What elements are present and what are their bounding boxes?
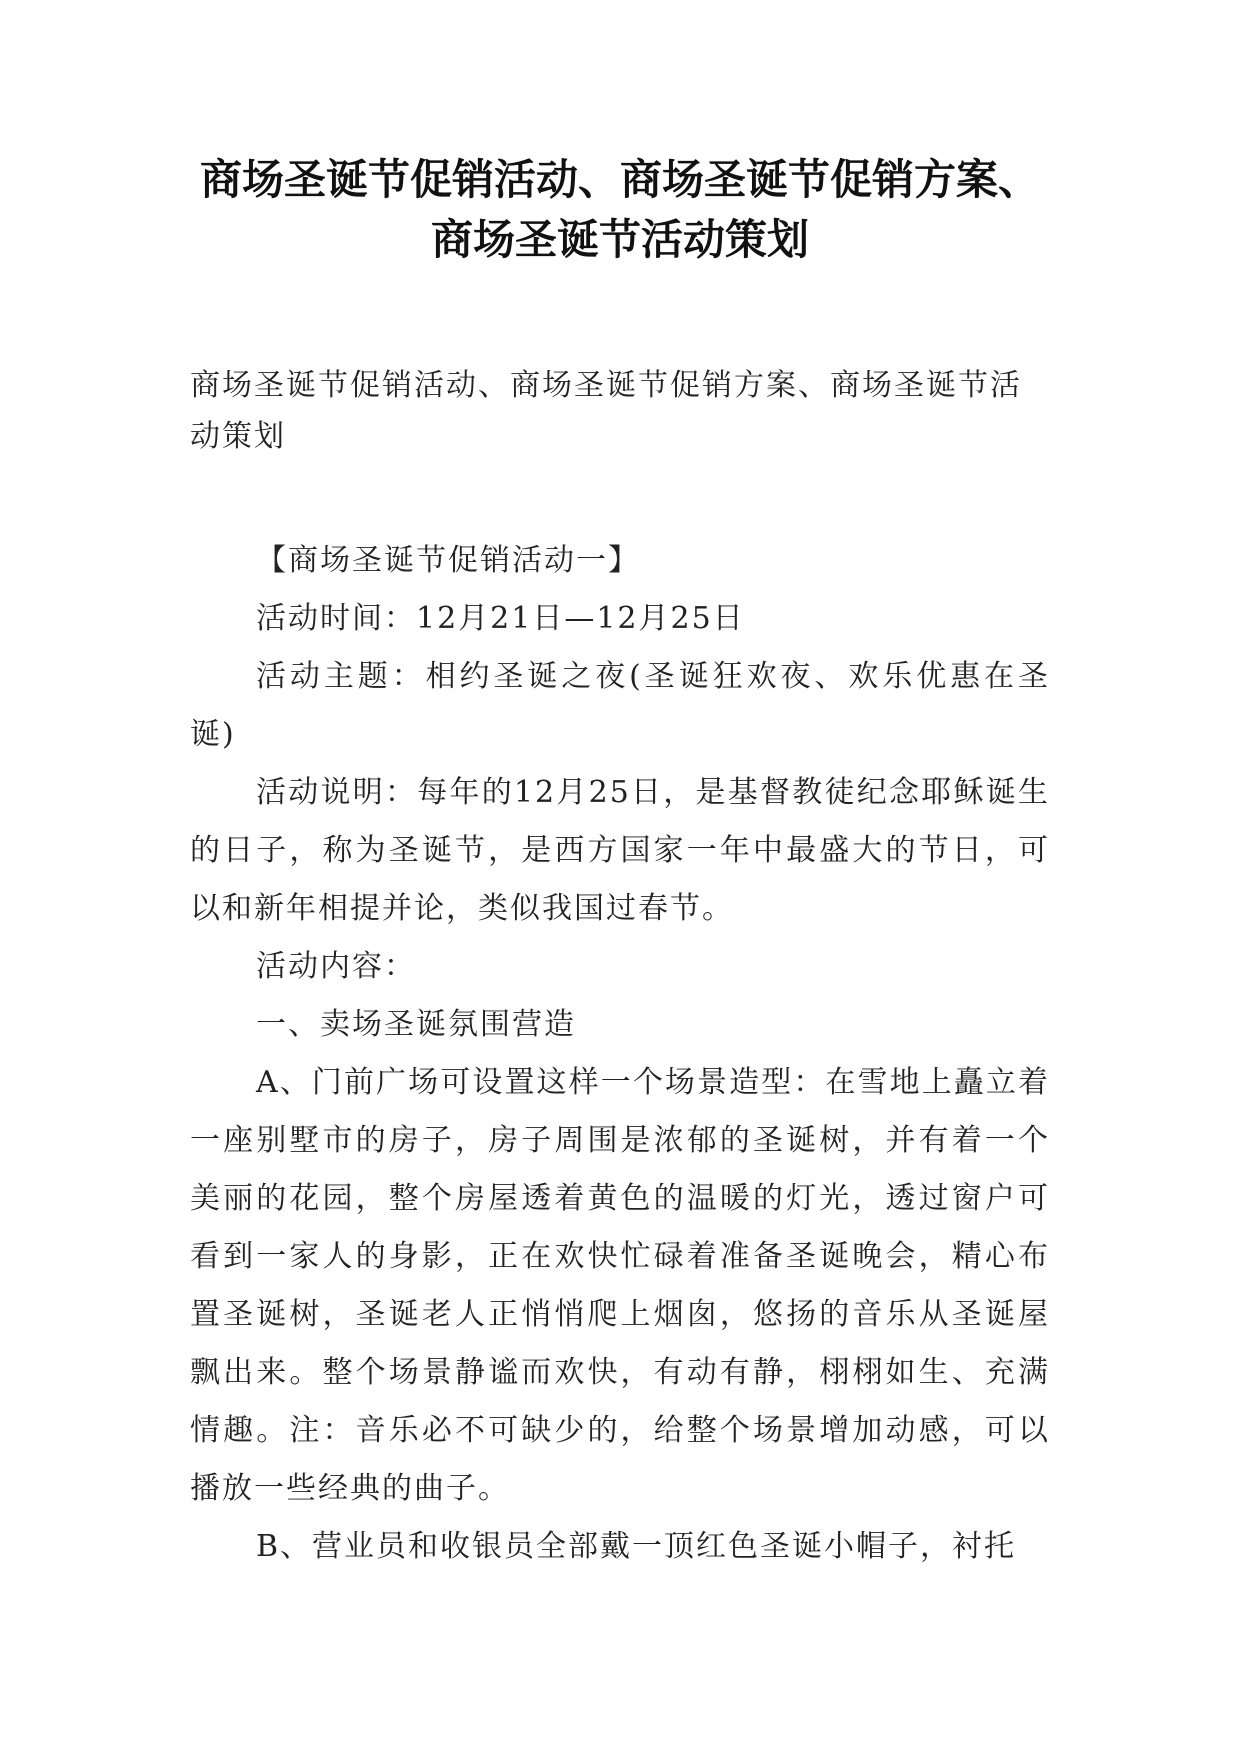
title-line-1: 商场圣诞节促销活动、商场圣诞节促销方案、 bbox=[199, 155, 1040, 204]
document-body bbox=[190, 532, 1050, 1576]
paragraph-activity-theme: 活动主题：相约圣诞之夜(圣诞狂欢夜、欢乐优惠在圣诞) bbox=[190, 659, 1050, 752]
title-line-2: 商场圣诞节活动策划 bbox=[430, 215, 809, 264]
paragraph-subsection-heading: 一、卖场圣诞氛围营造 bbox=[256, 1007, 576, 1042]
document-subtitle: 商场圣诞节促销活动、商场圣诞节促销方案、商场圣诞节活动策划 bbox=[190, 368, 1022, 454]
paragraph-item-a: A、门前广场可设置这样一个场景造型：在雪地上矗立着一座别墅市的房子，房子周围是浓郁的圣诞树，并有着一个美丽的花园，整个房屋透着黄色的温暖的灯光，透过窗户可看到一家人的身影，正在欢快忙碌着准备圣诞晚会，精心布置圣诞树，圣诞老人正悄悄爬上烟囱，悠扬的音乐从圣诞屋飘出来。整个场景静谧而欢快，有动有静，栩栩如生、充满情趣。注：音乐必不可缺少的，给整个场景增加动感，可以播放一些经典的曲子。 bbox=[190, 1065, 1050, 1506]
paragraph-section-heading: 【商场圣诞节促销活动一】 bbox=[256, 543, 640, 578]
paragraph-activity-description: 活动说明：每年的12月25日，是基督教徒纪念耶稣诞生的日子，称为圣诞节，是西方国家一年中最盛大的节日，可以和新年相提并论，类似我国过春节。 bbox=[190, 775, 1050, 926]
paragraph-item-b: B、营业员和收银员全部戴一顶红色圣诞小帽子，衬托 bbox=[256, 1529, 1017, 1564]
document-title bbox=[150, 150, 1090, 270]
paragraph-activity-time: 活动时间：12月21日—12月25日 bbox=[256, 601, 745, 636]
paragraph-activity-content: 活动内容： bbox=[256, 949, 416, 984]
